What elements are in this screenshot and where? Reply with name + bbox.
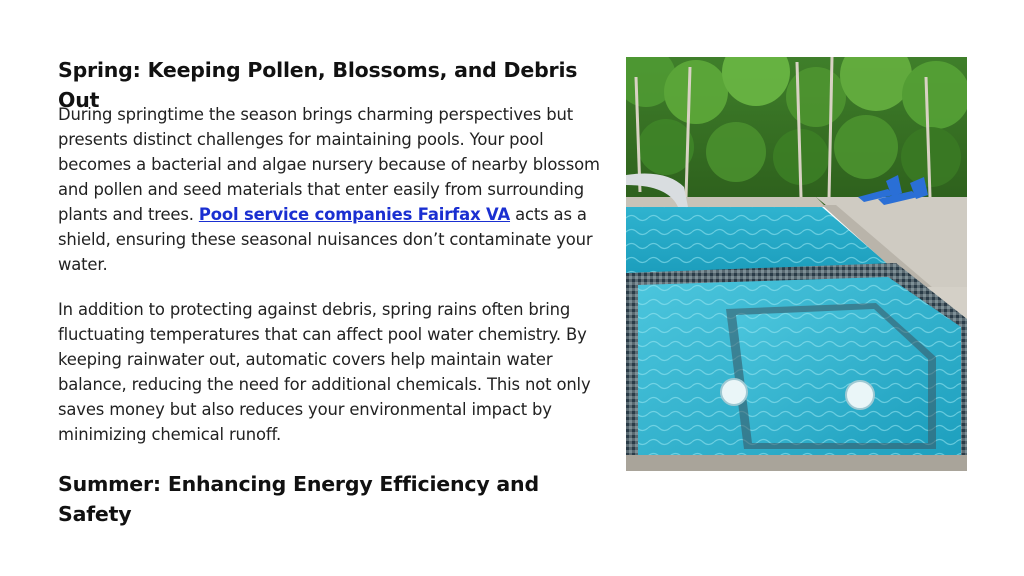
bottom-coping: [626, 455, 967, 471]
paragraph-text-before-link: During springtime the season brings charming perspectives but presents distinct challenges for maintaining pools. Your pool becomes a bacterial and algae nursery because of nearby blossom and pollen and seed materials that enter easily from surrounding plants and trees.: [58, 105, 600, 224]
summer-heading: Summer: Enhancing Energy Efficiency and Safety: [58, 472, 539, 526]
paragraph-text-after-link: acts as a shield, ensuring these seasonal nuisances don’t contaminate your water.: [58, 205, 593, 274]
pool-photo: [626, 57, 967, 471]
pool-illustration: [626, 57, 967, 471]
spring-paragraph-1: [58, 102, 606, 277]
spring-heading: Spring: Keeping Pollen, Blossoms, and Debris Out: [58, 58, 578, 112]
far-coping: [626, 197, 826, 207]
spa-jet-icon: [721, 379, 747, 405]
pool-service-link[interactable]: Pool service companies Fairfax VA: [198, 205, 511, 224]
spring-paragraph-2: In addition to protecting against debris, spring rains often bring fluctuating temperatures that can affect pool water chemistry. By keeping rainwater out, automatic covers help maintain water balance, reducing the need for additional chemicals. This not only saves money but also reduces your environmental impact by minimizing chemical runoff.: [58, 300, 591, 444]
spa-jet-icon: [846, 381, 874, 409]
